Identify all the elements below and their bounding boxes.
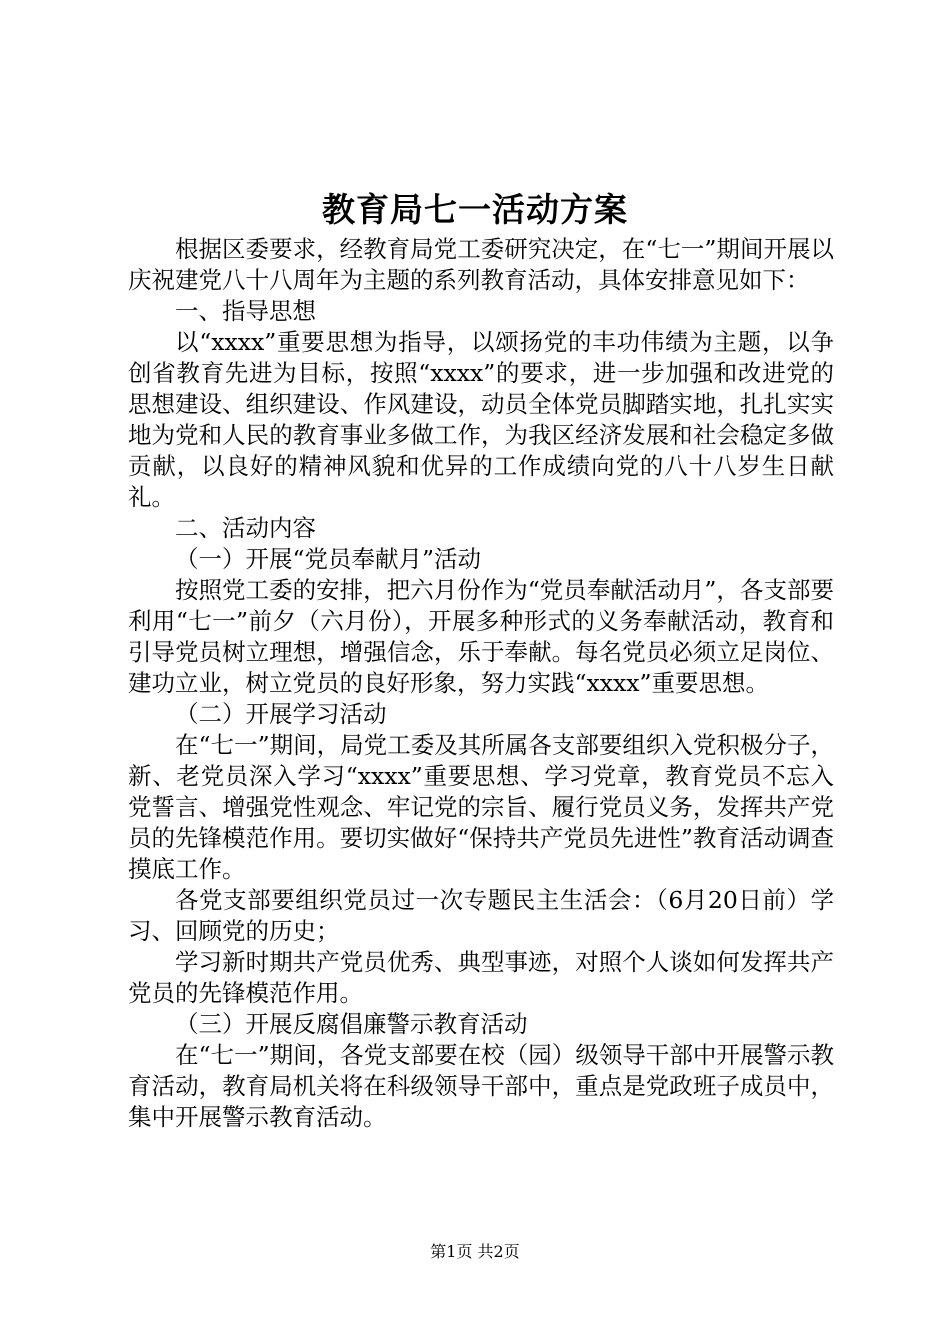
section-heading-activity-content: 二、活动内容 — [175, 514, 316, 542]
subsection-heading-dedication-month: （一）开展“党员奉献月”活动 — [175, 545, 482, 573]
section-heading-guiding-ideology: 一、指导思想 — [175, 297, 316, 325]
paragraph-anti-corruption: 在“七一”期间，各党支部要在校（园）级领导干部中开展警示教育活动，教育局机关将在科级领导干部中，重点是党政班子成员中，集中开展警示教育活动。 — [128, 1041, 834, 1131]
document-body — [128, 234, 834, 1133]
paragraph-democratic-meeting: 各党支部要组织党员过一次专题民主生活会：（6月20日前）学习、回顾党的历史； — [128, 886, 834, 945]
paragraph-model-deeds: 学习新时期共产党员优秀、典型事迹，对照个人谈如何发挥共产党员的先锋模范作用。 — [128, 948, 834, 1007]
paragraph-intro: 根据区委要求，经教育局党工委研究决定，在“七一”期间开展以庆祝建党八十八周年为主题的系列教育活动，具体安排意见如下： — [128, 235, 834, 294]
page-number-footer: 第1页 共2页 — [430, 1242, 520, 1261]
paragraph-guiding-ideology: 以“xxxx”重要思想为指导，以颂扬党的丰功伟绩为主题，以争创省教育先进为目标，按照“xxxx”的要求，进一步加强和改进党的思想建设、组织建设、作风建设，动员全体党员脚踏实地，扎扎实实地为党和人民的教育事业多做工作，为我区经济发展和社会稳定多做贡献，以良好的精神风貌和优异的工作成绩向党的八十八岁生日献礼。 — [128, 328, 834, 511]
document-title: 教育局七一活动方案 — [322, 190, 628, 229]
subsection-heading-anti-corruption: （三）开展反腐倡廉警示教育活动 — [175, 1010, 528, 1038]
paragraph-dedication-month: 按照党工委的安排，把六月份作为“党员奉献活动月”，各支部要利用“七一”前夕（六月份），开展多种形式的义务奉献活动，教育和引导党员树立理想，增强信念，乐于奉献。每名党员必须立足岗位、建功立业，树立党员的良好形象，努力实践“xxxx”重要思想。 — [128, 576, 834, 697]
subsection-heading-study-activity: （二）开展学习活动 — [175, 700, 387, 728]
paragraph-study-activity: 在“七一”期间，局党工委及其所属各支部要组织入党积极分子，新、老党员深入学习“xxxx”重要思想、学习党章，教育党员不忘入党誓言、增强党性观念、牢记党的宗旨、履行党员义务，发挥共产党员的先锋模范作用。要切实做好“保持共产党员先进性”教育活动调查摸底工作。 — [128, 731, 834, 883]
